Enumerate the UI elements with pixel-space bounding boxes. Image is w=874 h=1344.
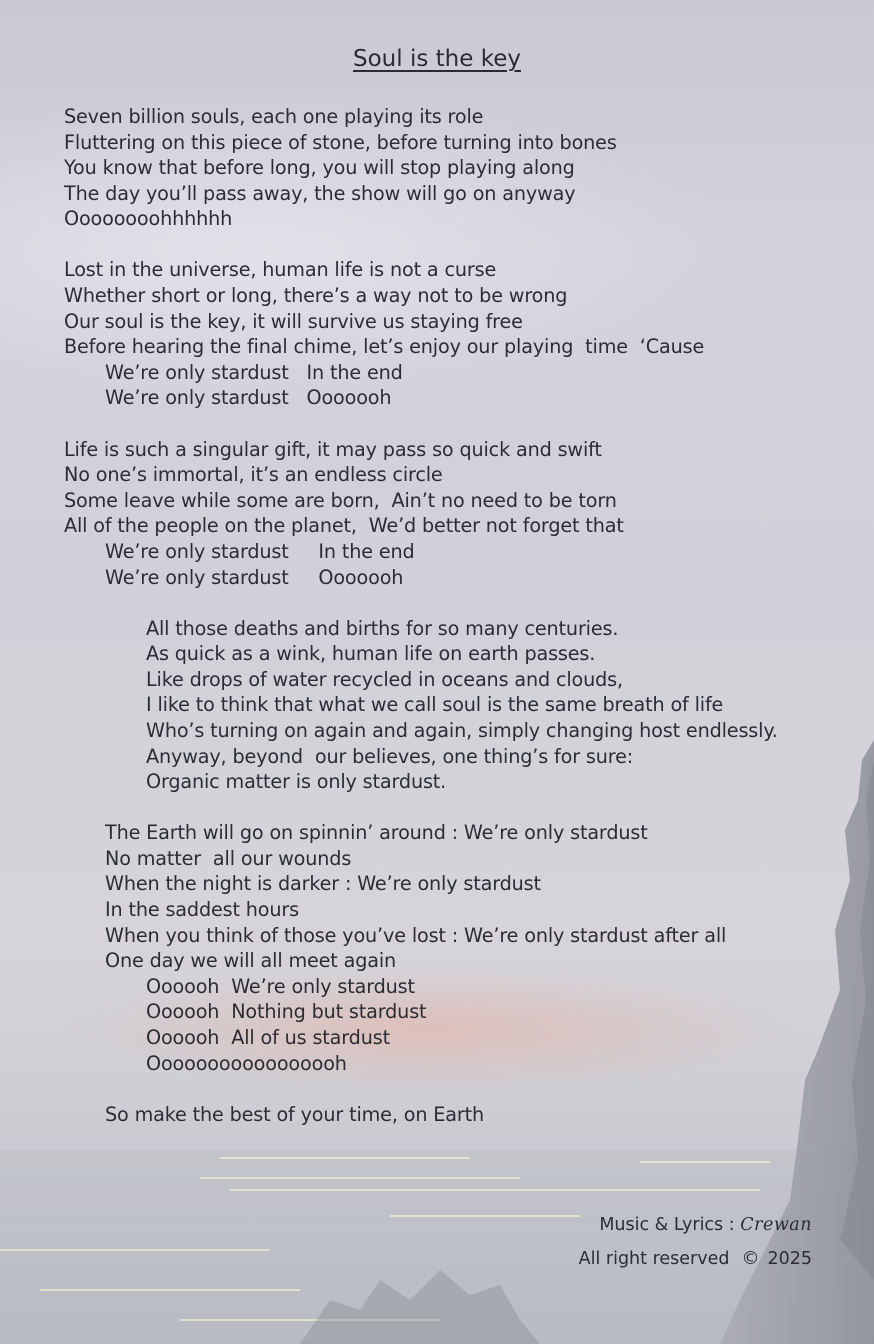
lyric-line: No one’s immortal, it’s an endless circle <box>64 463 443 487</box>
lyric-line: Fluttering on this piece of stone, before turning into bones <box>64 130 617 154</box>
lyric-line: The day you’ll pass away, the show will go on anyway <box>64 181 576 205</box>
lyric-line: Oooooooohhhhhh <box>64 207 233 231</box>
chorus-line: We’re only stardust In the end <box>105 539 415 563</box>
final-chorus <box>64 820 854 1076</box>
lyric-line: Whether short or long, there’s a way not to be wrong <box>64 284 568 308</box>
chorus-line: We’re only stardust Ooooooh <box>105 565 404 589</box>
credit-label: Music & Lyrics : <box>599 1215 741 1235</box>
author-signature: Crewan <box>740 1215 812 1235</box>
bridge-line: Like drops of water recycled in oceans and clouds, <box>146 667 623 691</box>
lyric-line: In the saddest hours <box>105 898 299 922</box>
outro <box>64 1102 854 1128</box>
bridge-line: Anyway, beyond our believes, one thing’s for sure: <box>146 744 634 768</box>
spoken-bridge <box>64 616 854 795</box>
lyric-line: Life is such a singular gift, it may pass so quick and swift <box>64 437 602 461</box>
chorus-line: Oooooh All of us stardust <box>146 1026 390 1049</box>
chorus-line: Ooooooooooooooooh <box>146 1051 347 1075</box>
music-lyrics-credit <box>579 1208 812 1242</box>
copyright-icon: © <box>741 1248 760 1269</box>
lyric-line: No matter all our wounds <box>105 846 352 870</box>
lyrics-body <box>64 104 854 1153</box>
rights-text: All right reserved <box>578 1249 730 1269</box>
lyric-line: Our soul is the key, it will survive us staying free <box>64 309 523 333</box>
verse-3 <box>64 437 854 591</box>
chorus-line: Oooooh We’re only stardust <box>146 974 415 998</box>
copyright-notice <box>579 1242 812 1276</box>
lyric-line: One day we will all meet again <box>105 949 397 973</box>
chorus-line: We’re only stardust Ooooooh <box>105 386 392 410</box>
lyric-line: Some leave while some are born, Ain’t no need to be torn <box>64 488 617 512</box>
verse-2 <box>64 257 854 411</box>
lyric-line: Lost in the universe, human life is not a curse <box>64 258 497 282</box>
lyric-line: Before hearing the final chime, let’s enjoy our playing time ‘Cause <box>64 335 705 359</box>
lyric-line: You know that before long, you will stop playing along <box>64 156 575 180</box>
bridge-line: All those deaths and births for so many centuries. <box>146 616 619 640</box>
verse-1 <box>64 104 854 232</box>
bridge-line: As quick as a wink, human life on earth passes. <box>146 642 596 666</box>
copyright-year: 2025 <box>767 1249 812 1269</box>
lyric-line: So make the best of your time, on Earth <box>105 1102 484 1126</box>
lyric-line: The Earth will go on spinnin’ around : We’re only stardust <box>105 821 648 845</box>
bridge-line: Who’s turning on again and again, simply changing host endlessly. <box>146 718 778 742</box>
chorus-line: We’re only stardust In the end <box>105 360 403 384</box>
lyric-line: When you think of those you’ve lost : We’re only stardust after all <box>105 923 727 947</box>
chorus-line: Oooooh Nothing but stardust <box>146 1000 427 1024</box>
lyric-line: All of the people on the planet, We’d better not forget that <box>64 514 624 538</box>
bridge-line: I like to think that what we call soul is the same breath of life <box>146 693 724 717</box>
lyric-line: When the night is darker : We’re only stardust <box>105 872 541 896</box>
lyric-line: Seven billion souls, each one playing its role <box>64 105 484 128</box>
bridge-line: Organic matter is only stardust. <box>146 770 447 794</box>
credits-block <box>579 1208 812 1276</box>
song-title: Soul is the key <box>353 46 521 72</box>
